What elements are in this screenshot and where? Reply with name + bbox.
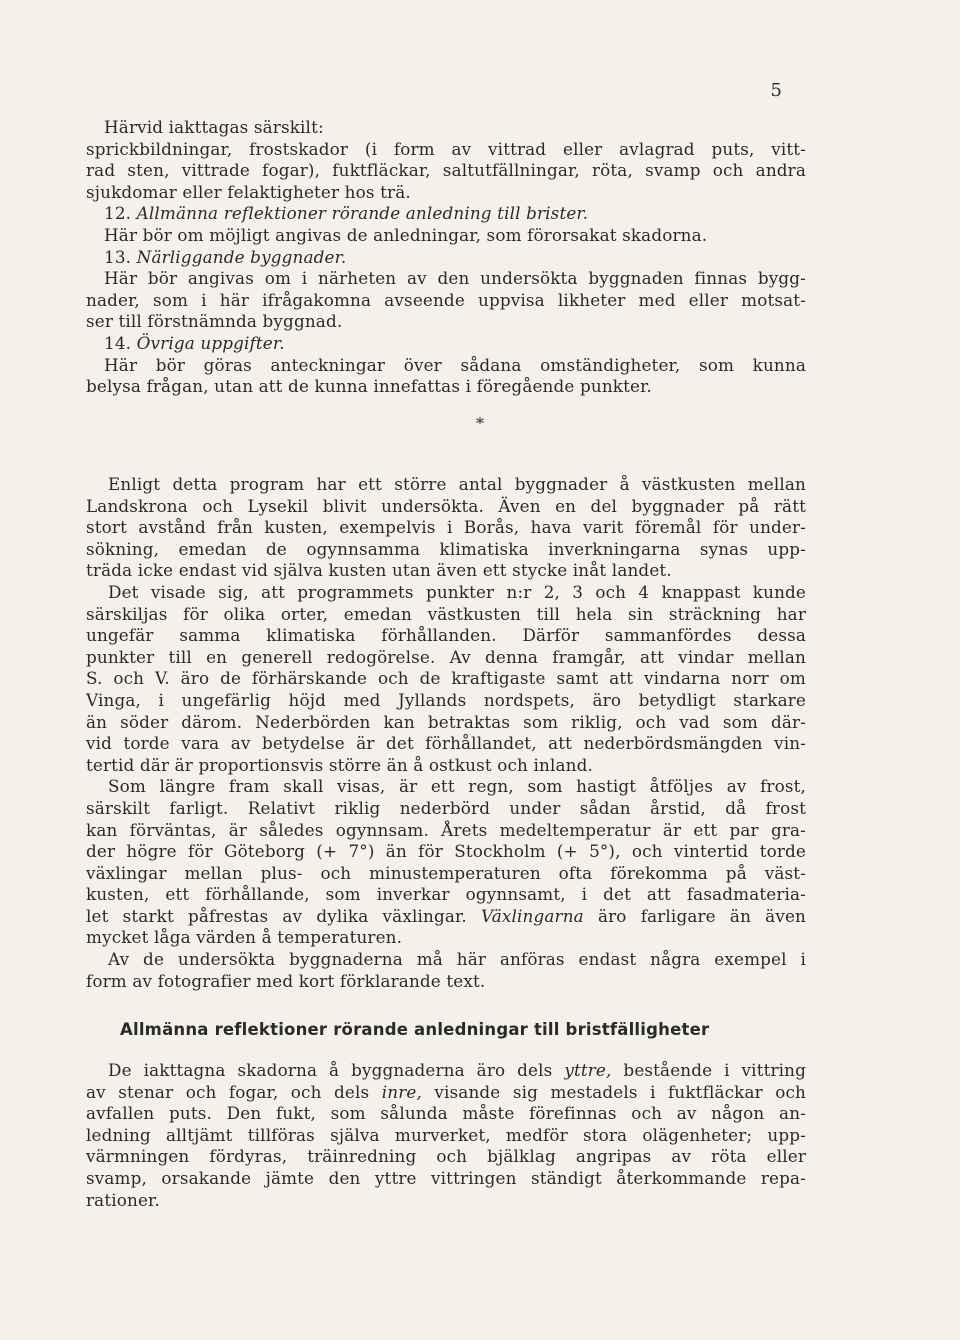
text-line: Enligt detta program har ett större antal byggnader å västkusten mellan [108,474,806,494]
text-line: ungefär samma klimatiska förhållanden. Därför sammanfördes dessa [86,625,806,646]
text-line: ledning alltjämt tillföras själva murverket, medför stora olägenheter; upp- [86,1124,806,1145]
text-line: tertid där är proportionsvis större än å ostkust och inland. [86,754,593,775]
text-line: träda icke endast vid själva kusten utan även ett stycke inåt landet. [86,560,672,581]
text-line: Som längre fram skall visas, är ett regn, som hastigt åtföljes av frost, [108,776,806,797]
text-line [86,247,806,269]
line-text: bestående i vittring [623,1060,806,1080]
item-number: 13. [104,246,132,267]
text-line: Landskrona och Lysekil blivit undersökta. Även en del byggnader på rätt [86,495,806,516]
item-heading: Närliggande byggnader. [136,246,347,267]
text-line: rationer. [86,1189,160,1210]
text-line: sjukdomar eller felaktigheter hos trä. [86,181,411,202]
section-separator: * [476,414,484,433]
text-line: svamp, orsakande jämte den yttre vittringen ständigt återkommande repa- [86,1167,806,1188]
emphasis-text: Växlingarna [480,905,584,926]
item-number: 14. [104,332,132,353]
text-line: kusten, ett förhållande, som inverkar ogynnsamt, i det att fasadmateria- [86,884,806,905]
line-text: visande sig mestadels i fuktfläckar och [434,1081,806,1102]
text-line: der högre för Göteborg (+ 7°) än för Stockholm (+ 5°), och vintertid torde [86,841,806,862]
item-number: 12. [104,203,132,224]
text-line: sökning, emedan de ogynnsamma klimatiska inverkningarna synas upp- [86,538,806,559]
section-heading: Allmänna reflektioner rörande anledningar till bristfälligheter [120,1020,710,1039]
page-number: 5 [770,80,782,101]
text-line: S. och V. äro de förhärskande och de kraftigaste samt att vindarna norr om [86,668,806,689]
text-line: kan förväntas, är således ogynnsam. Årets medeltemperatur är ett par gra- [86,819,806,840]
emphasis-text: inre, [381,1081,422,1102]
text-line: vid torde vara av betydelse är det förhållandet, att nederbördsmängden vin- [86,733,806,754]
text-line [86,203,806,225]
text-line: växlingar mellan plus- och minustemperaturen ofta förekomma på väst- [86,862,806,883]
item-heading: Övriga uppgifter. [136,332,285,353]
text-line: rad sten, vittrade fogar), fuktfläckar, saltutfällningar, röta, svamp och andra [86,160,806,181]
text-line [86,1082,806,1104]
line-text: äro farligare än även [597,905,806,926]
middle-text-block [86,474,806,992]
text-line: Vinga, i ungefärlig höjd med Jyllands nordspets, äro betydligt starkare [86,689,806,710]
text-line: Det visade sig, att programmets punkter n:r 2, 3 och 4 knappast kunde [108,581,806,602]
text-line: särskilt farligt. Relativt riklig nederbörd under sådan årstid, då frost [86,797,806,818]
text-line [86,1060,806,1082]
text-line: belysa frågan, utan att de kunna innefattas i föregående punkter. [86,376,652,397]
text-line: Här bör göras anteckningar över sådana omständigheter, som kunna [104,354,806,375]
emphasis-text: yttre, [564,1060,612,1080]
text-line: Här bör angivas om i närheten av den undersökta byggnaden finnas bygg- [104,268,806,289]
text-line [86,333,806,355]
text-line [86,906,806,928]
line-text: De iakttagna skadorna å byggnaderna äro dels [108,1060,553,1080]
text-line: mycket låga värden å temperaturen. [86,927,403,948]
text-line: särskiljas för olika orter, emedan västkusten till hela sin sträckning har [86,603,806,624]
text-line: Av de undersökta byggnaderna må här anföras endast några exempel i [108,949,806,970]
text-line: stort avstånd från kusten, exempelvis i Borås, hava varit föremål för under- [86,517,806,538]
text-line: form av fotografier med kort förklarande text. [86,970,486,991]
text-line: värmningen fördyras, träinredning och bjälklag angripas av röta eller [86,1146,806,1167]
text-line: ser till förstnämnda byggnad. [86,311,343,332]
text-line: avfallen puts. Den fukt, som sålunda måste förefinnas och av någon an- [86,1103,806,1124]
text-line: nader, som i här ifrågakomna avseende uppvisa likheter med eller motsat- [86,289,806,310]
bottom-text-block [86,1060,806,1211]
text-line: sprickbildningar, frostskador (i form av vittrad eller avlagrad puts, vitt- [86,138,806,159]
text-line: punkter till en generell redogörelse. Av denna framgår, att vindar mellan [86,646,806,667]
line-text: let starkt påfrestas av dylika växlingar. [86,905,467,926]
item-heading: Allmänna reflektioner rörande anledning till brister. [136,203,589,224]
top-text-block [86,117,806,398]
line-text: av stenar och fogar, och dels [86,1081,370,1102]
text-line: än söder därom. Nederbörden kan betraktas som riklig, och vad som där- [86,711,806,732]
text-line: Härvid iakttagas särskilt: [104,117,324,137]
text-line: Här bör om möjligt angivas de anledningar, som förorsakat skadorna. [104,224,708,245]
